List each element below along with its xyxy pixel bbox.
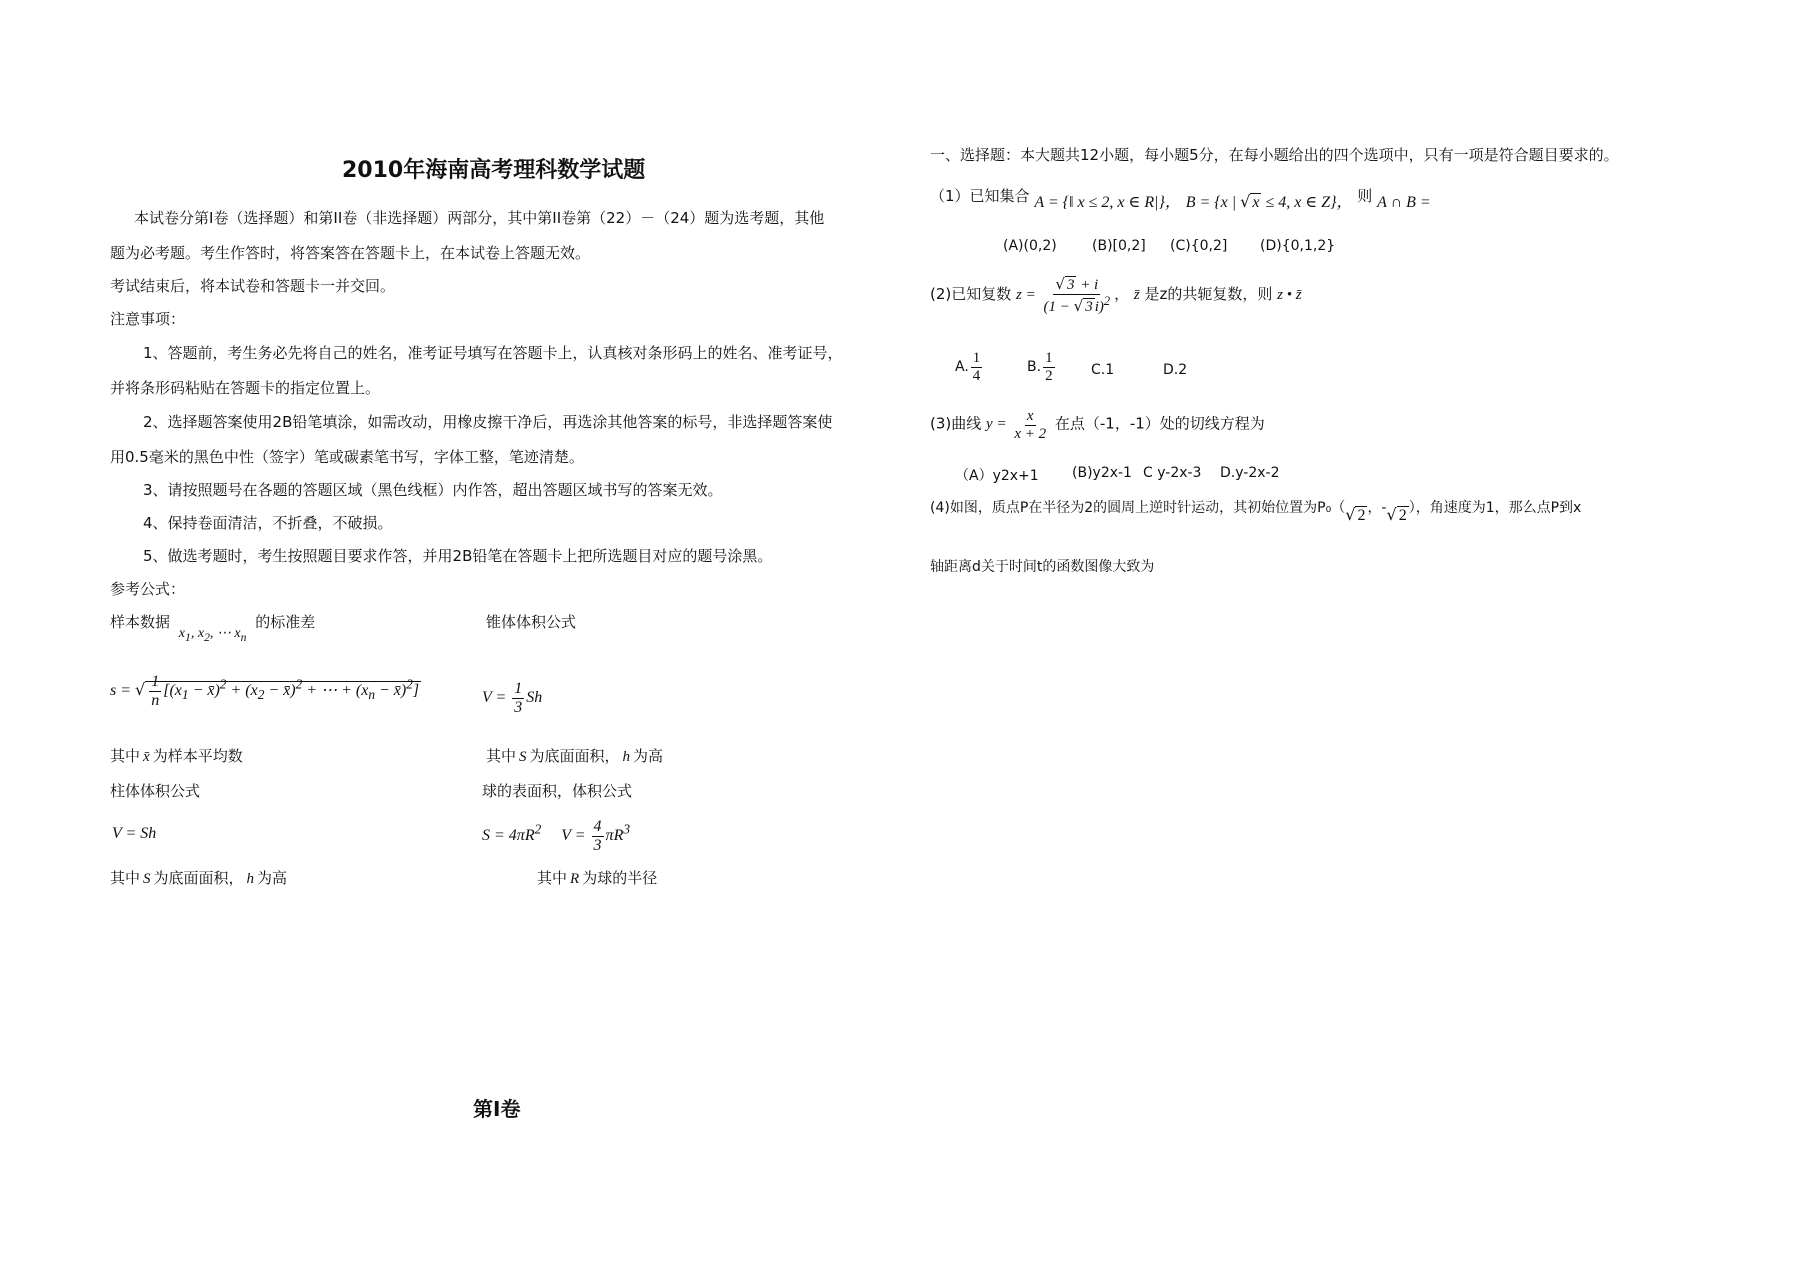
question-2: (2)已知复数 z = $\frac{√ 3 + i}{(1 - √ 3 i)^2}$ ， z̄ 是z的共轭复数，则 z • z̄ [930,275,1302,315]
notice-1b: 并将条形码粘贴在答题卡的指定位置上。 [110,379,381,397]
q2-option-d: D.2 [1163,362,1188,378]
std-deviation-formula: s = √ $\frac{1}{n}$ [($x_1$ − x̄)$^2$ + ($x_2$ − x̄)$^2$ + ⋯ + ($x_n$ − x̄)$^2$] [110,673,420,709]
notice-1a: 1、答题前，考生务必先将自己的姓名，准考证号填写在答题卡上，认真核对条形码上的姓名、准考证号， [143,344,843,362]
q3-option-a: （A）y2x+1 [955,468,1039,484]
notice-5: 5、做选考题时，考生按照题目要求作答，并用2B铅笔在答题卡上把所选题目对应的题号涂黑。 [143,547,773,565]
cone-volume-label: 锥体体积公式 [486,613,577,631]
q1-intersection: A ∩ B = [1377,194,1431,211]
notice-label: 注意事项： [110,310,186,328]
prism-volume-label: 柱体体积公式 [110,782,201,800]
section-header: 一、选择题：本大题共12小题，每小题5分，在每小题给出的四个选项中，只有一项是符合题目要求的。 [930,146,1619,164]
mean-symbol: x̄ [143,749,150,765]
intro-line-3: 考试结束后，将本试卷和答题卡一并交回。 [110,277,396,295]
q1-option-c: (C){0,2] [1170,238,1228,254]
prism-volume-formula: V = Sh [112,825,157,842]
volume-one-title: 第Ⅰ卷 [473,1097,521,1121]
notice-3: 3、请按照题号在各题的答题区域（黑色线框）内作答，超出答题区域书写的答案无效。 [143,481,723,499]
q2-option-b: B. $\frac{1}{2}$ [1027,350,1053,384]
question-3: (3)曲线 y = $\frac{x}{x + 2}$ 在点（-1，-1）处的切线方程为 [930,408,1265,442]
q2-option-c: C.1 [1091,362,1115,378]
q3-curve-formula: y = $\frac{x}{x + 2}$ [986,408,1047,442]
q2-conjugate-symbol: z̄ [1133,286,1140,303]
q4-sqrt2-a: √ 2 [1345,505,1366,524]
notice-4: 4、保持卷面清洁，不折叠，不破损。 [143,514,393,532]
sphere-formula-label: 球的表面积，体积公式 [482,782,633,800]
sphere-formulas: $S = 4\pi R^2$ V = $\frac{4}{3}$ $\pi R^3$ [482,818,631,854]
q3-option-d: D.y-2x-2 [1220,465,1280,481]
q1-option-b: (B)[0,2] [1092,238,1146,254]
q1-set-b: B = {x | √ x ≤ 4, x ∈ Z}， [1185,192,1353,211]
q2-complex-formula: z = $\frac{√ 3 + i}{(1 - √ 3 i)^2}$ [1016,275,1111,315]
question-4-line-1: (4)如图，质点P在半径为2的圆周上逆时针运动，其初始位置为P₀（√ 2 ，-√ 2 ），角速度为1，那么点P到x [930,500,1582,524]
q1-option-d: (D){0,1,2} [1260,238,1336,254]
prism-note: 其中 S 为底面面积， h 为高 [110,869,288,887]
question-1: （1）已知集合 A = {‖ x ≤ 2, x ∈ R|}， B = {x | √ x ≤ 4, x ∈ Z}， 则 A ∩ B = [930,187,1431,211]
notice-2b: 用0.5毫米的黑色中性（签字）笔或碳素笔书写，字体工整，笔迹清楚。 [110,448,584,466]
q4-sqrt2-b: √ 2 [1386,505,1407,524]
sample-data-formula: $x_1$, $x_2$, ⋯ $x_n$ [178,626,247,644]
cone-volume-formula: V = $\frac{1}{3}$ Sh [482,680,543,716]
q1-set-a: A = {‖ x ≤ 2, x ∈ R|}， [1034,194,1181,211]
page-title: 2010年海南高考理科数学试题 [342,158,646,183]
intro-line-1: 本试卷分第Ⅰ卷（选择题）和第II卷（非选择题）两部分，其中第II卷第（22）－（24）题为选考题，其他 [134,209,825,227]
sphere-note: 其中 R 为球的半径 [537,869,658,887]
question-4-line-2: 轴距离d关于时间t的函数图像大致为 [930,559,1155,575]
cone-note: 其中 S 为底面面积， h 为高 [486,747,664,765]
mean-note: 其中 x̄ 为样本平均数 [110,747,243,765]
q1-option-a: (A)(0,2) [1003,238,1057,254]
q2-option-a: A. $\frac{1}{4}$ [955,350,981,384]
q3-option-b: (B)y2x-1 [1072,465,1132,481]
q3-option-c: C y-2x-3 [1143,465,1202,481]
q2-product: z • z̄ [1277,286,1302,303]
reference-formula-label: 参考公式： [110,580,186,598]
intro-line-2: 题为必考题。考生作答时，将答案答在答题卡上，在本试卷上答题无效。 [110,244,591,262]
notice-2a: 2、选择题答案使用2B铅笔填涂，如需改动，用橡皮擦干净后，再选涂其他答案的标号，非选择题答案使 [143,413,833,431]
sample-std-label: 样本数据 $x_1$, $x_2$, ⋯ $x_n$ 的标准差 [110,613,316,644]
